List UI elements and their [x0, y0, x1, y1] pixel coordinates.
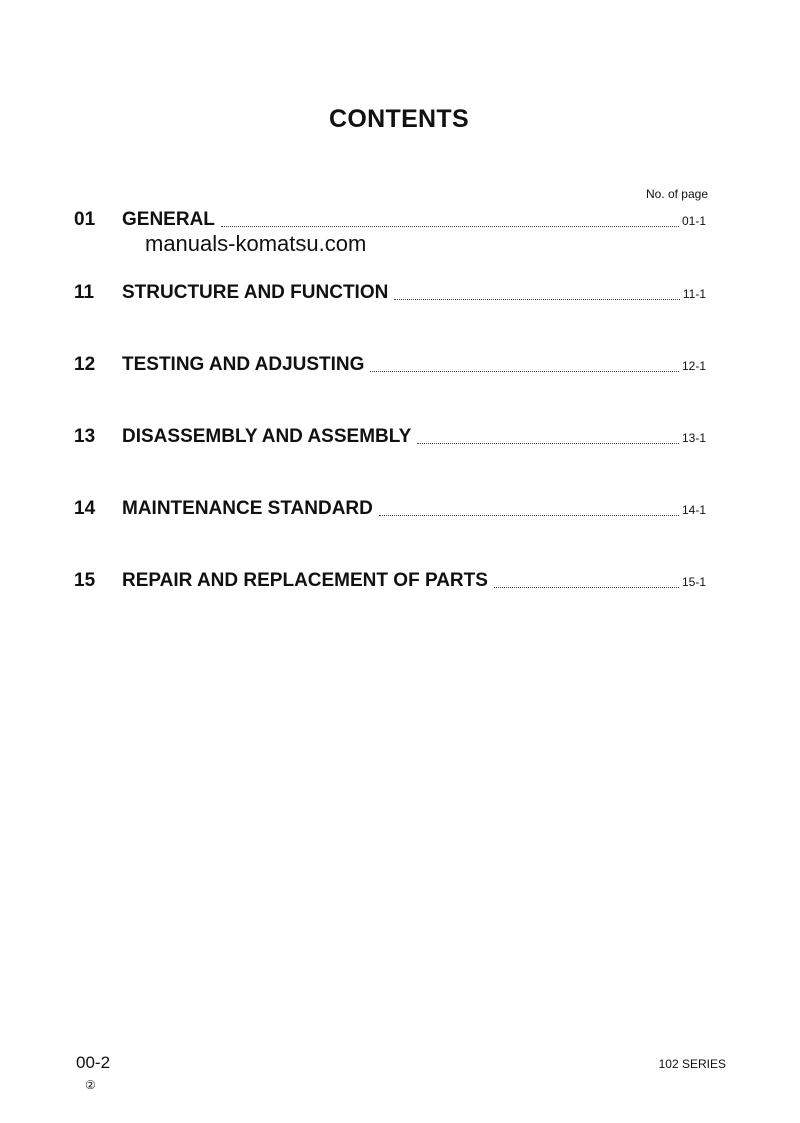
section-number: 14: [74, 498, 96, 519]
section-number: 15: [74, 570, 96, 591]
watermark: manuals-komatsu.com: [145, 231, 367, 256]
column-header-page: No. of page: [645, 187, 708, 201]
footer-page-number: 00-2: [76, 1053, 111, 1072]
page-title: CONTENTS: [329, 105, 469, 133]
section-title: STRUCTURE AND FUNCTION: [122, 282, 389, 303]
section-title: GENERAL: [122, 209, 215, 230]
dot-leader: [394, 299, 680, 300]
section-title: DISASSEMBLY AND ASSEMBLY: [122, 426, 412, 447]
section-page: 15-1: [681, 575, 706, 589]
dot-leader: [417, 443, 679, 444]
toc-entry[interactable]: [74, 426, 706, 450]
footer-series: 102 SERIES: [658, 1057, 726, 1071]
section-number: 01: [74, 209, 96, 230]
dot-leader: [221, 226, 679, 227]
section-page: 11-1: [682, 287, 706, 301]
dot-leader: [494, 587, 679, 588]
section-title: TESTING AND ADJUSTING: [122, 354, 365, 375]
section-page: 14-1: [681, 503, 706, 517]
section-title: REPAIR AND REPLACEMENT OF PARTS: [122, 570, 488, 591]
section-page: 12-1: [681, 359, 706, 373]
toc-entry[interactable]: [74, 282, 706, 306]
section-title: MAINTENANCE STANDARD: [122, 498, 373, 519]
section-number: 12: [74, 354, 96, 375]
toc-entry[interactable]: [74, 354, 706, 378]
dot-leader: [370, 371, 679, 372]
revision-mark: ②: [85, 1078, 96, 1092]
dot-leader: [379, 515, 679, 516]
toc-entry[interactable]: [74, 570, 706, 594]
toc-entry[interactable]: [74, 209, 706, 233]
toc-entry[interactable]: [74, 498, 706, 522]
section-number: 11: [74, 282, 95, 303]
section-page: 13-1: [681, 431, 706, 445]
section-page: 01-1: [681, 214, 706, 228]
section-number: 13: [74, 426, 96, 447]
